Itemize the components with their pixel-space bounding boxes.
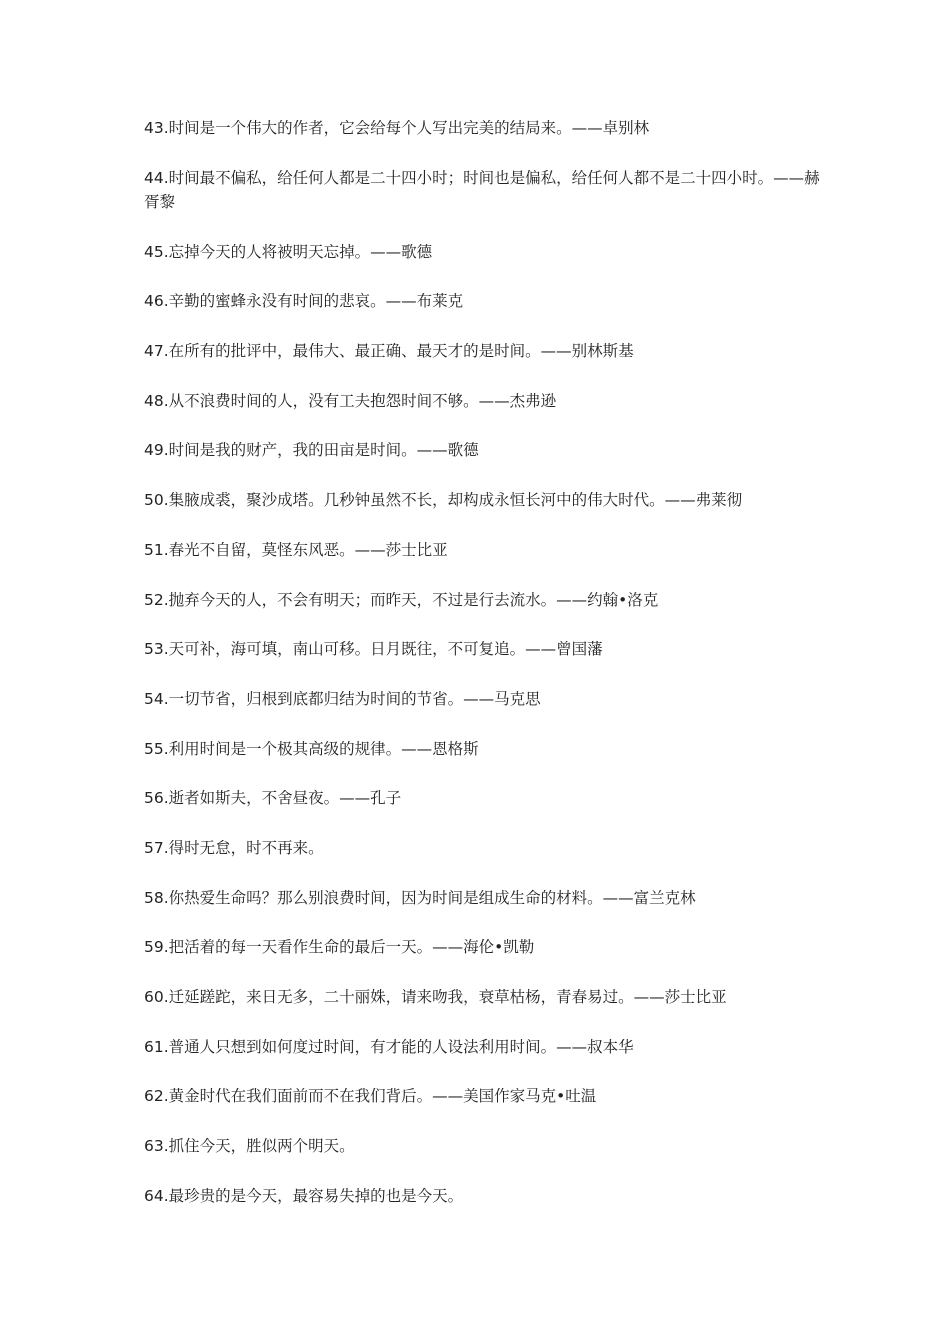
- quote-item: 55.利用时间是一个极其高级的规律。——恩格斯: [144, 739, 479, 758]
- quote-item: 56.逝者如斯夫，不舍昼夜。——孔子: [144, 789, 402, 808]
- quote-item: 62.黄金时代在我们面前而不在我们背后。——美国作家马克•吐温: [144, 1087, 597, 1106]
- quote-item: 48.从不浪费时间的人，没有工夫抱怨时间不够。——杰弗逊: [144, 391, 557, 410]
- quote-item: 64.最珍贵的是今天，最容易失掉的也是今天。: [144, 1186, 464, 1205]
- quote-item: 54.一切节省，归根到底都归结为时间的节省。——马克思: [144, 689, 541, 708]
- quote-item: 46.辛勤的蜜蜂永没有时间的悲哀。——布莱克: [144, 292, 464, 311]
- quote-item: 44.时间最不偏私，给任何人都是二十四小时；时间也是偏私，给任何人都不是二十四小时。——赫胥黎: [144, 168, 820, 211]
- quote-item: 52.抛弃今天的人，不会有明天；而昨天，不过是行去流水。——约翰•洛克: [144, 590, 659, 609]
- quote-item: 63.抓住今天，胜似两个明天。: [144, 1137, 355, 1156]
- quote-list: [144, 116, 824, 1233]
- quote-item: 43.时间是一个伟大的作者，它会给每个人写出完美的结局来。——卓别林: [144, 119, 650, 137]
- quote-item: 59.把活着的每一天看作生命的最后一天。——海伦•凯勒: [144, 938, 535, 957]
- quote-item: 50.集腋成裘，聚沙成塔。几秒钟虽然不长，却构成永恒长河中的伟大时代。——弗莱彻: [144, 491, 743, 510]
- quote-item: 57.得时无怠，时不再来。: [144, 838, 324, 857]
- quote-item: 51.春光不自留，莫怪东风恶。——莎士比亚: [144, 540, 448, 559]
- quote-item: 47.在所有的批评中，最伟大、最正确、最天才的是时间。——别林斯基: [144, 342, 634, 361]
- quote-item: 53.天可补，海可填，南山可移。日月既往，不可复追。——曾国藩: [144, 640, 603, 659]
- quote-item: 45.忘掉今天的人将被明天忘掉。——歌德: [144, 242, 433, 261]
- quote-item: 58.你热爱生命吗？那么别浪费时间，因为时间是组成生命的材料。——富兰克林: [144, 888, 696, 907]
- quote-item: 61.普通人只想到如何度过时间，有才能的人设法利用时间。——叔本华: [144, 1037, 634, 1056]
- quote-item: 49.时间是我的财产，我的田亩是时间。——歌德: [144, 441, 479, 460]
- quote-item: 60.迁延蹉跎，来日无多，二十丽姝，请来吻我，衰草枯杨，青春易过。——莎士比亚: [144, 988, 727, 1006]
